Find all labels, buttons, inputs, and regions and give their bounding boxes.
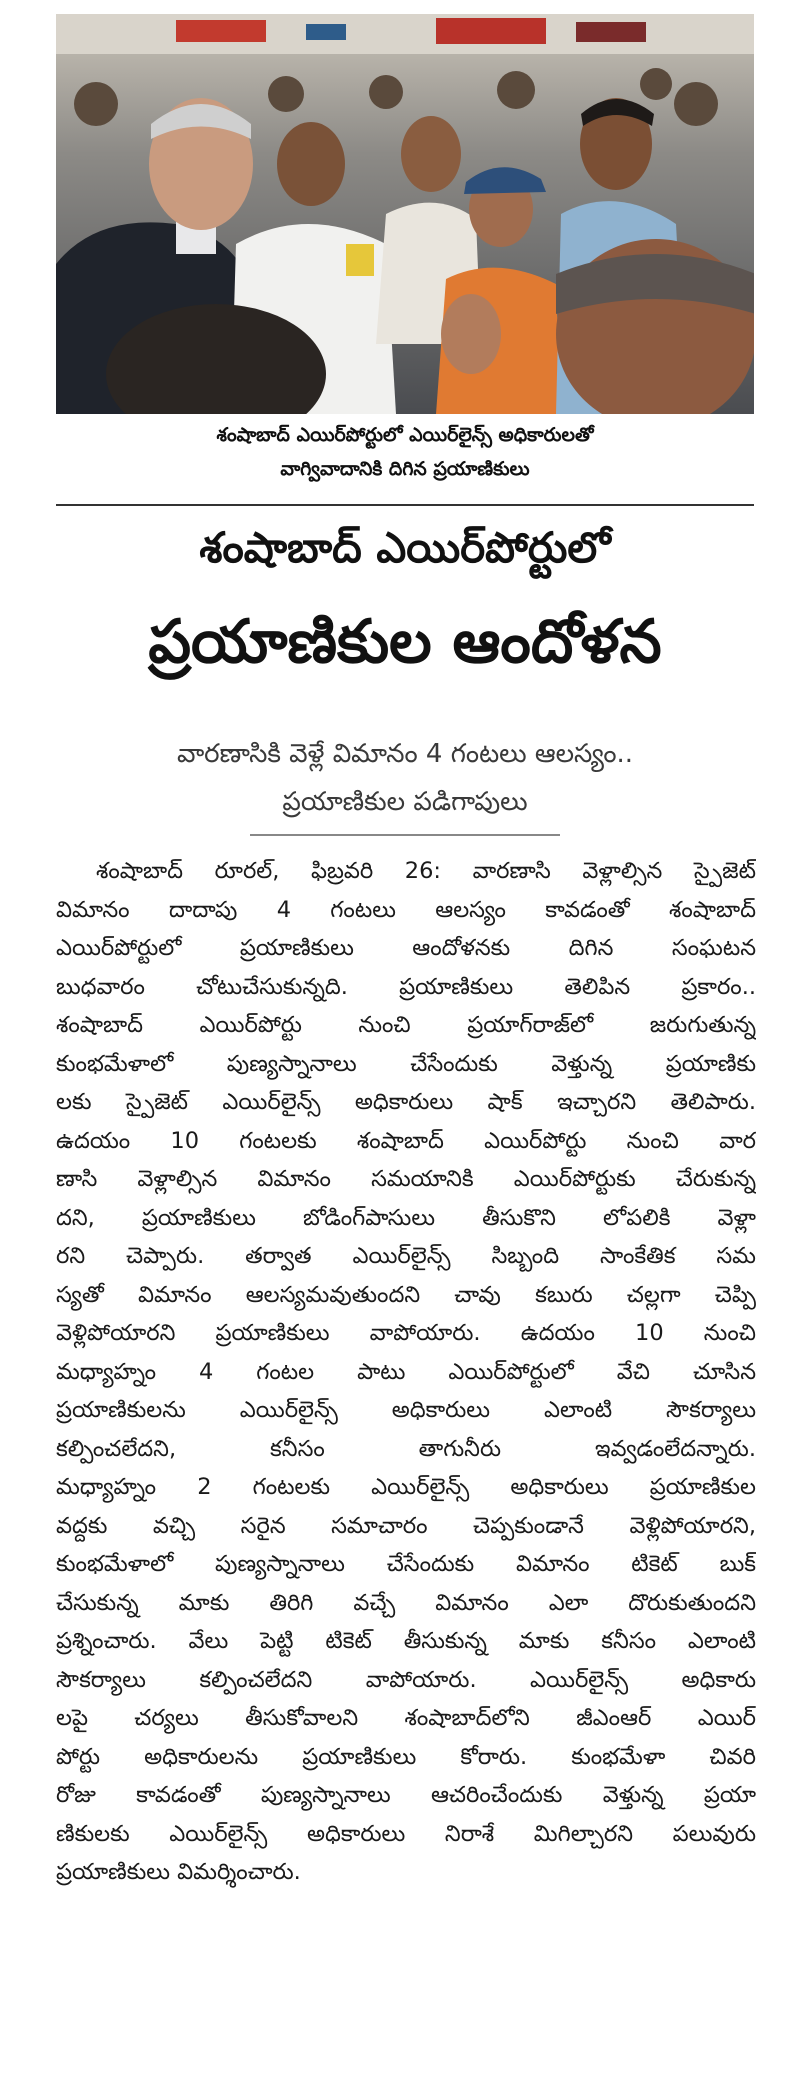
article-line: శంషాబాద్ ఎయిర్‌పోర్టు నుంచి ప్రయాగ్‌రాజ్‌లో జరుగుతున్న	[56, 1012, 756, 1038]
article-line: లకు స్పైజెట్ ఎయిర్‌లైన్స్ అధికారులు షాక్ ఇచ్చారని తెలిపారు.	[56, 1089, 756, 1115]
article-line: విమానం దాదాపు 4 గంటలు ఆలస్యం కావడంతో శంషాబాద్	[56, 896, 756, 923]
article-line: ఎయిర్‌పోర్టులో ప్రయాణికులు ఆందోళనకు దిగిన సంఘటన	[56, 935, 756, 961]
article-line: వెళ్లిపోయారని ప్రయాణికులు వాపోయారు. ఉదయం 10 నుంచి	[56, 1320, 756, 1346]
deck-line: ప్రయాణికుల పడిగాపులు	[282, 787, 528, 817]
headline-main: ప్రయాణికుల ఆందోళన	[148, 607, 662, 677]
article-line: కల్పించలేదని, కనీసం తాగునీరు ఇవ్వడంలేదన్నారు.	[56, 1435, 756, 1462]
article-line: రని చెప్పారు. తర్వాత ఎయిర్‌లైన్స్ సిబ్బంది సాంకేతిక సమ	[56, 1243, 756, 1269]
article-line: మధ్యాహ్నం 4 గంటల పాటు ఎయిర్‌పోర్టులో వేచి చూసిన	[56, 1358, 756, 1385]
article-line: కుంభమేళాలో పుణ్యస్నానాలు చేసేందుకు విమానం టికెట్ బుక్	[56, 1551, 756, 1577]
headline-kicker: శంషాబాద్ ఎయిర్‌పోర్టులో	[199, 523, 611, 572]
article-line: చేసుకున్న మాకు తిరిగి వచ్చే విమానం ఎలా దొరుకుతుందని	[56, 1589, 756, 1616]
article-line: స్యతో విమానం ఆలస్యమవుతుందని చావు కబురు చల్లగా చెప్పి	[56, 1281, 756, 1308]
caption-line: శంషాబాద్ ఎయిర్‌పోర్టులో ఎయిర్‌లైన్స్ అధికారులతో	[216, 424, 594, 446]
article-line: ప్రశ్నించారు. వేలు పెట్టి టికెట్ తీసుకున్న మాకు కనీసం ఎలాంటి	[56, 1628, 756, 1654]
photo-caption	[56, 418, 754, 486]
article-line: ప్రయాణికులను ఎయిర్‌లైన్స్ అధికారులు ఎలాంటి సౌకర్యాలు	[56, 1397, 756, 1423]
article-line: సౌకర్యాలు కల్పించలేదని వాపోయారు. ఎయిర్‌లైన్స్ అధికారు	[56, 1666, 756, 1693]
article-line: ప్రయాణికులు విమర్శించారు.	[56, 1859, 301, 1885]
article-line: లపై చర్యలు తీసుకోవాలని శంషాబాద్‌లోని జీఎంఆర్ ఎయిర్	[56, 1705, 756, 1731]
article-line: రోజు కావడంతో పుణ్యస్నానాలు ఆచరించేందుకు వెళ్తున్న ప్రయా	[56, 1782, 756, 1808]
caption-line: వాగ్వివాదానికి దిగిన ప్రయాణికులు	[280, 458, 530, 480]
article-line: ఉదయం 10 గంటలకు శంషాబాద్ ఎయిర్‌పోర్టు నుంచి వార	[56, 1127, 756, 1154]
news-photo	[56, 14, 754, 414]
article-line: దని, ప్రయాణికులు బోడింగ్‌పాసులు తీసుకొని లోపలికి వెళ్లా	[56, 1204, 756, 1231]
article-line: కుంభమేళాలో పుణ్యస్నానాలు చేసేందుకు వెళ్తున్న ప్రయాణికు	[56, 1050, 756, 1077]
article-line: ణాసి వెళ్లాల్సిన విమానం సమయానికి ఎయిర్‌పోర్టుకు చేరుకున్న	[56, 1166, 756, 1192]
article-line: బుధవారం చోటుచేసుకున్నది. ప్రయాణికులు తెలిపిన ప్రకారం..	[56, 973, 756, 1000]
article-line: ణికులకు ఎయిర్‌లైన్స్ అధికారులు నిరాశే మిగిల్చారని పలువురు	[56, 1820, 756, 1847]
headline-deck	[96, 730, 714, 826]
caption-divider	[56, 504, 754, 506]
airport-crowd-photo-icon	[56, 14, 754, 414]
deck-underline	[250, 834, 560, 836]
article-line: శంషాబాద్ రూరల్, ఫిబ్రవరి 26: వారణాసి వెళ్లాల్సిన స్పైజెట్	[96, 858, 756, 884]
article-line: పోర్టు అధికారులను ప్రయాణికులు కోరారు. కుంభమేళా చివరి	[56, 1743, 756, 1770]
article-line: మధ్యాహ్నం 2 గంటలకు ఎయిర్‌లైన్స్ అధికారులు ప్రయాణికుల	[56, 1474, 756, 1500]
article-body	[56, 852, 756, 1892]
article-line: వద్దకు వచ్చి సరైన సమాచారం చెప్పకుండానే వెళ్లిపోయారని,	[56, 1512, 756, 1539]
deck-line: వారణాసికి వెళ్లే విమానం 4 గంటలు ఆలస్యం..	[176, 739, 634, 769]
